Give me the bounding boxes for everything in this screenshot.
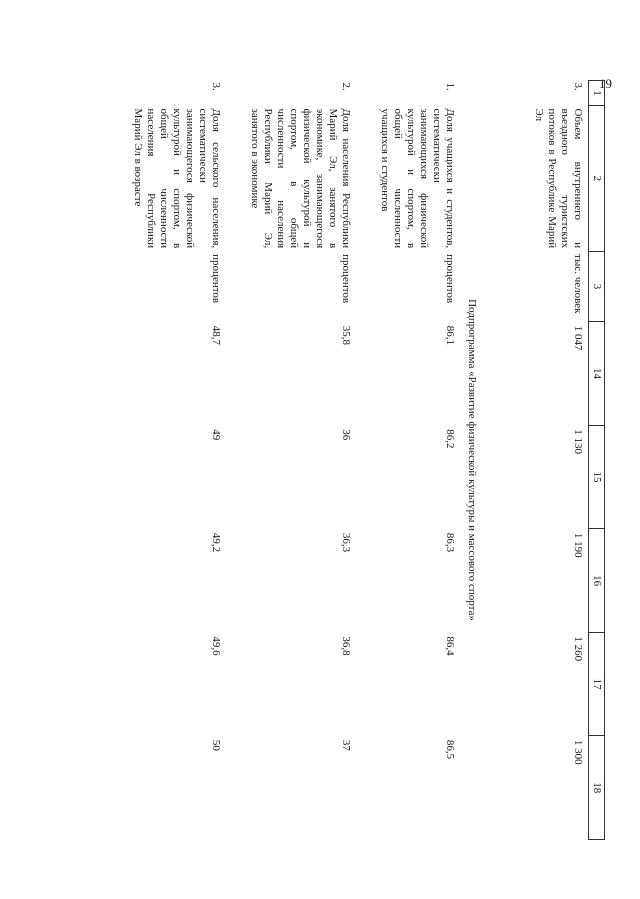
row-number: 1. (443, 82, 456, 91)
value-cell: 1 300 (572, 739, 584, 765)
row-number: 3. (209, 82, 222, 91)
indicator-name: Доля населения Республики Марий Эл, занятого в экономике, занимающегося физической культурой и спортом, в общей численности населения Республики Марий Эл, занятого в экономике (248, 108, 352, 249)
value-cell: 49 (209, 429, 222, 441)
indicator-name: Объем внутреннего и въездного туристских потоков в Республике Марий Эл (533, 108, 584, 249)
page-number: 19 (599, 76, 612, 91)
table-row (123, 81, 226, 840)
value-cell: 86,1 (443, 325, 456, 345)
unit-cell: процентов (443, 254, 456, 304)
indicator-name: Доля сельского населения, систематически занимающегося физической культурой и спортом, в общей численности населения Республики Марий Эл в возрасте (131, 108, 222, 249)
value-cell: 1 130 (572, 429, 584, 455)
value-cell: 35,8 (339, 325, 352, 345)
indicators-table (123, 80, 605, 840)
table-row (485, 81, 589, 840)
column-header: 18 (589, 736, 605, 840)
column-header: 15 (589, 425, 605, 529)
subprogram-row (460, 81, 485, 840)
unit-cell: процентов (209, 254, 222, 304)
value-cell: 1 047 (572, 325, 584, 351)
unit-cell: процентов (339, 254, 352, 304)
value-cell: 36 (339, 429, 352, 441)
value-cell: 86,4 (443, 636, 456, 656)
value-cell: 86,3 (443, 532, 456, 553)
subprogram-title: Подпрограмма «Развитие физической культуры и массового спорта» (466, 299, 479, 621)
value-cell: 49,2 (209, 532, 222, 553)
value-cell: 48,7 (209, 325, 222, 345)
unit-cell: тыс. человек (572, 254, 584, 314)
value-cell: 37 (339, 739, 352, 751)
value-cell: 1 260 (572, 636, 584, 662)
value-cell: 86,5 (443, 739, 456, 760)
indicator-name: Доля учащихся и студентов, систематически занимающихся физической культурой и спортом, в общей численности учащихся и студентов (378, 108, 456, 249)
column-header: 2 (589, 106, 605, 252)
value-cell: 49,6 (209, 636, 222, 656)
column-header: 16 (589, 529, 605, 633)
value-cell: 1 190 (572, 532, 584, 558)
column-header: 14 (589, 322, 605, 426)
value-cell: 50 (209, 739, 222, 751)
column-header: 3 (589, 251, 605, 322)
rotated-table-area (105, 80, 605, 840)
table-row (356, 81, 460, 840)
value-cell: 36,8 (339, 636, 352, 656)
row-number: 3. (572, 82, 584, 91)
row-number: 2. (339, 82, 352, 91)
value-cell: 36,3 (339, 532, 352, 553)
column-header: 1 (589, 81, 605, 106)
column-header: 17 (589, 632, 605, 736)
table-row (226, 81, 356, 840)
column-number-row (589, 81, 605, 840)
value-cell: 86,2 (443, 429, 456, 449)
